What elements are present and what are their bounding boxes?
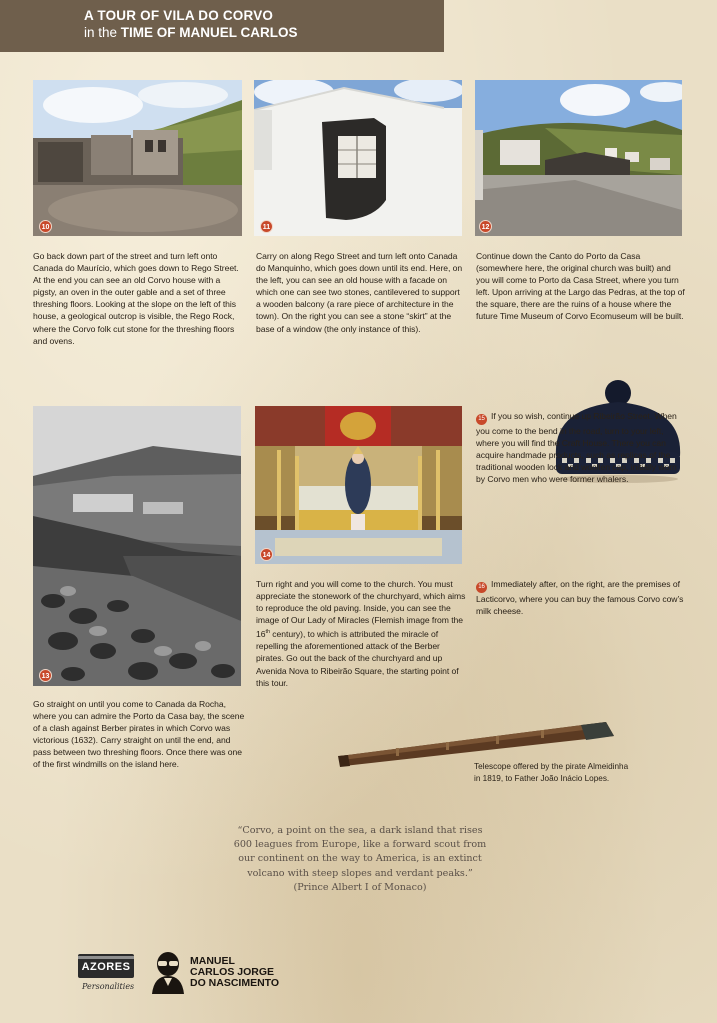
quote-block — [180, 824, 540, 895]
quote-line-3: our continent on the way to America, is an extinct — [238, 853, 482, 865]
stop-text-15: 15 If you so wish, continue up Ribeirão Street. When you come to the bend in the road, turn to your left, where you will find the Craft House. There you can acquire handmade products, such as replicas of the traditional wooden lock and woollen cap, initially worn by Corvo men who were former whalers. — [476, 411, 677, 485]
stop-text-16: 16 Immediately after, on the right, are the premises of Lacticorvo, where you can buy the famous Corvo cow’s milk cheese. — [476, 579, 684, 617]
photo-stop-11 — [254, 80, 462, 236]
photo-stop-14 — [255, 406, 462, 564]
stop-text-11: Carry on along Rego Street and turn left onto Canada do Manquinho, which goes down until its end. Here, on the left, you can see an old house with a facade on which one can see two stones, cantilevered to support a wooden balcony (a rare piece of architecture in the town). On the right you can see a stone “skirt” at the base of a window (the only instance of this). — [256, 251, 463, 334]
stop-badge-12: 12 — [479, 220, 492, 233]
stop-text-10: Go back down part of the street and turn left onto Canada do Maurício, which goes down to Rego Street. At the end you can see an old Corvo house with a pigsty, an oven in the outer gable and a set of three threshing floors. Looking at the slope on the left of this house, a geological outcrop is visible, the Rego Rock, where the Corvo folk cut stone for the threshing floors and ovens. — [33, 251, 239, 346]
portrait-icon — [150, 950, 186, 994]
manuel-carlos-logo: MANUEL CARLOS JORGE DO NASCIMENTO — [150, 948, 300, 996]
azores-logo: AZORES Personalities — [78, 952, 140, 998]
stop-text-13: Go straight on until you come to Canada da Rocha, where you can admire the Porto da Casa bay, the scene of a clash against Berber pirates in which Corvo was victorious (1632). Carry straight on until the end, and pass between two threshing floors. Once there was one of the first windmills on the island here. — [33, 699, 245, 770]
quote-line-2: 600 leagues from Europe, like a forward scout from — [233, 839, 487, 851]
stop-badge-13: 13 — [39, 669, 52, 682]
stop-text-14: Turn right and you will come to the church. You must appreciate the stonework of the churchyard, which aims to reproduce the old paving. Inside, you can see the image of Our Lady of Miracles (Flemish image from the 16th century), to which is attributed the miracle of repelling the aforementioned attack of the Berber pirates. Go out the back of the churchyard and up Avenida Nova to Ribeirão Square, the starting point of this tour. — [256, 579, 466, 688]
stop-text-12: Continue down the Canto do Porto da Casa (somewhere here, the original church was built) and you will come to Porto da Casa Street, where you turn left. Upon arriving at the Largo das Pedras, at the top of the square, there are the ruins of a house where the future Time Museum of Corvo Ecomuseum will be built. — [476, 251, 685, 322]
telescope-caption: Telescope offered by the pirate Almeidinha in 1819, to Father João Inácio Lopes. — [474, 762, 629, 783]
title-line2: in the TIME OF MANUEL CARLOS — [84, 25, 298, 40]
stop-badge-11: 11 — [260, 220, 273, 233]
quote-attribution: (Prince Albert I of Monaco) — [293, 881, 427, 893]
quote-line-1: “Corvo, a point on the sea, a dark island that rises — [237, 825, 483, 836]
title-line1: A TOUR OF VILA DO CORVO — [84, 8, 274, 23]
photo-stop-13 — [33, 406, 241, 686]
stop-badge-10: 10 — [39, 220, 52, 233]
stop-badge-14: 14 — [260, 548, 273, 561]
quote-line-4: volcano with steep slopes and verdant peaks.” — [247, 867, 473, 879]
stop-badge-15: 15 — [476, 414, 487, 425]
photo-stop-12 — [475, 80, 682, 236]
photo-stop-10 — [33, 80, 242, 236]
title-banner — [0, 0, 444, 52]
stop-badge-16: 16 — [476, 582, 487, 593]
